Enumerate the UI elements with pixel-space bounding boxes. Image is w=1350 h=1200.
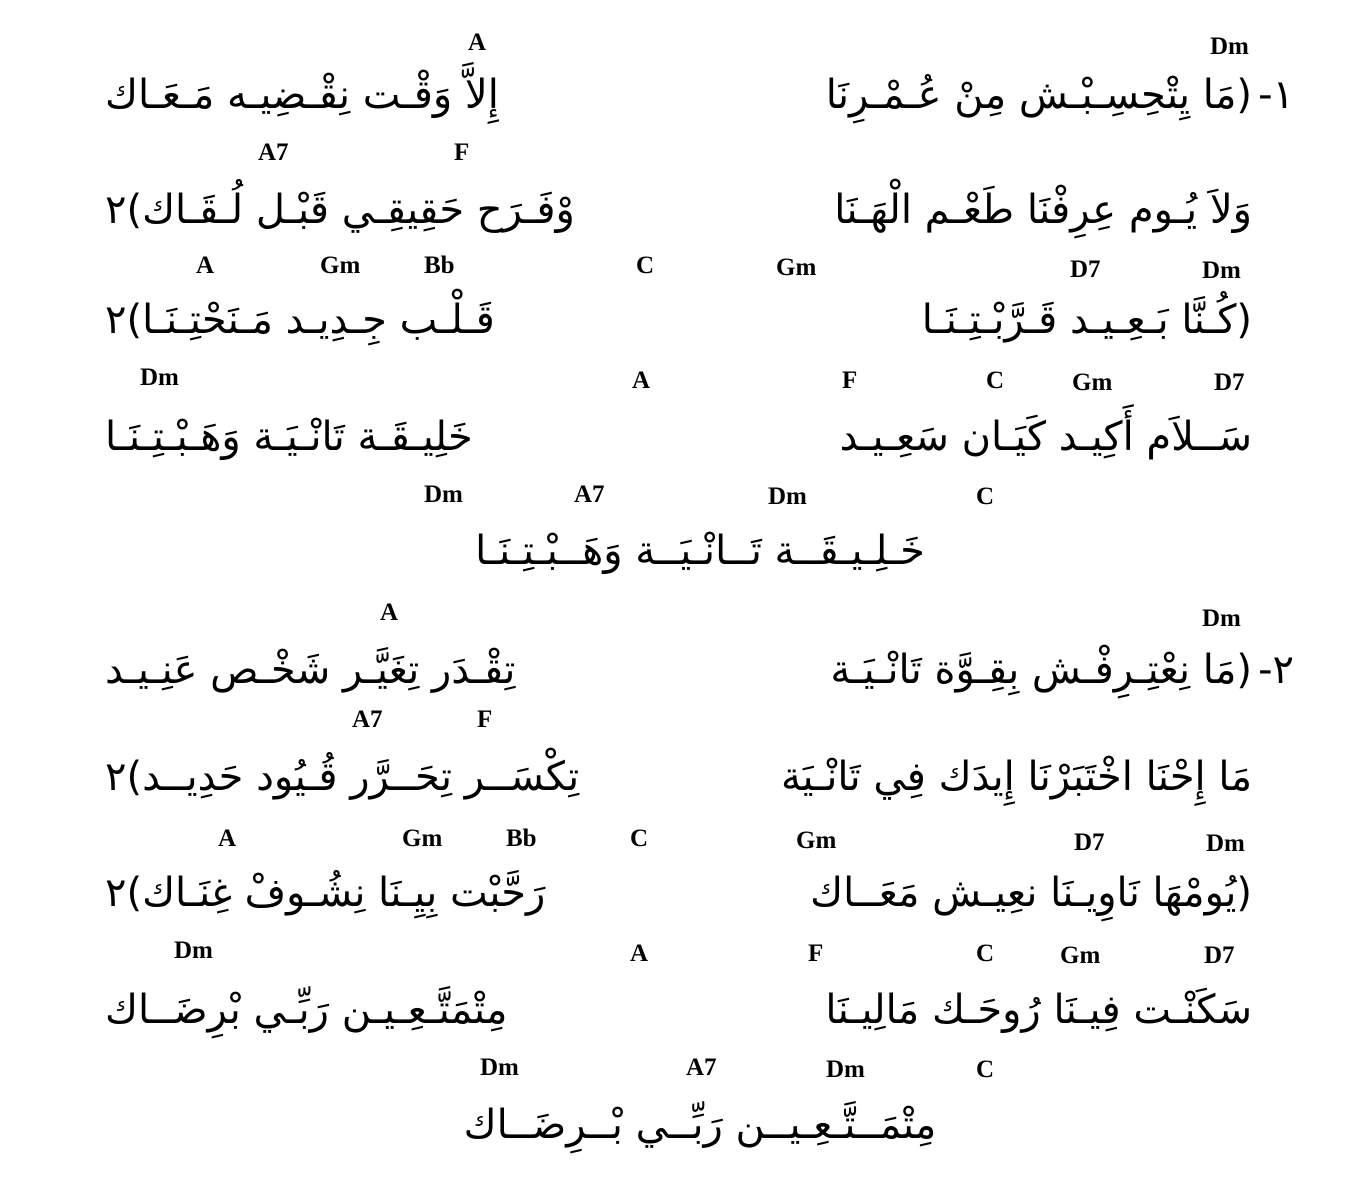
chord: Dm [1206, 830, 1245, 857]
chord: Dm [1210, 33, 1249, 60]
lyric-right: (كُـنَّا بَـعِـيـد قَـرَّبْـتِـنَـا [921, 297, 1252, 343]
lyric-center: مِتْمَــتَّـعِـيــن رَبِّــي بْــرِضَــاك [463, 1102, 937, 1148]
chord: Gm [1072, 369, 1113, 396]
lyric-right: سَــلاَم أَكِيـد كَيَـان سَعِـيـد [839, 414, 1252, 460]
chord: D7 [1070, 256, 1101, 283]
chord: A [380, 599, 399, 626]
chord: A [196, 252, 215, 279]
chord: A7 [352, 706, 383, 733]
stanza-number: ٢- [1258, 647, 1294, 693]
chord: C [630, 825, 649, 852]
chord: C [636, 252, 655, 279]
chord: C [976, 940, 995, 967]
chord: Gm [320, 252, 361, 279]
chord: Dm [480, 1054, 519, 1081]
chord: Dm [1202, 257, 1241, 284]
lyric-left: رَحَّبْت بِيِـنَا نِشُـوفْ غِنَـاك)٢ [105, 870, 546, 916]
chord: Gm [402, 825, 443, 852]
lyric-left: خَلِيـقَـة تَانْـيَـة وَهَـبْـتِـنَـا [105, 414, 473, 460]
chord: F [808, 940, 824, 967]
chord: Dm [174, 937, 213, 964]
chord: Gm [776, 254, 817, 281]
lyric-left: تِقْـدَر تِغَيَّـر شَخْـص عَنِـيـد [105, 647, 516, 693]
chord: A [630, 940, 649, 967]
chord: F [477, 706, 493, 733]
chord: D7 [1074, 829, 1105, 856]
chord: D7 [1214, 369, 1245, 396]
chord: Gm [1060, 942, 1101, 969]
lyric-right: (مَا يِتْحِسِـبْـش مِنْ عُـمْـرِنَا [825, 72, 1252, 118]
chord: Dm [1202, 605, 1241, 632]
chord: Dm [768, 483, 807, 510]
lyric-right: وَلاَ يُـوم عِرِفْنَا طَعْـم الْهَـنَا [834, 187, 1252, 233]
chord: A [632, 367, 651, 394]
lyric-left: قَـلْـب جِـدِيـد مَـنَحْتِـنَـا)٢ [105, 297, 495, 343]
chord: Dm [424, 481, 463, 508]
chord: F [842, 367, 858, 394]
chord: F [454, 139, 470, 166]
lyric-left: إِلاَّ وَقْـت نِقْـضِيـه مَـعَـاك [105, 72, 499, 118]
chord: Bb [424, 252, 455, 279]
chord: Bb [506, 825, 537, 852]
chord: A7 [686, 1054, 717, 1081]
stanza-number: ١- [1258, 72, 1294, 118]
chord: A [468, 29, 487, 56]
lyric-center: خَـلِـيـقَــة تَــانْـيَــة وَهَــبْـتِـنَـا [475, 528, 925, 574]
chord: A7 [574, 481, 605, 508]
chord: Dm [140, 364, 179, 391]
lyric-right: (مَا نِعْتِـرِفْـش بِقِـوَّة تَانْـيَـة [830, 647, 1252, 693]
lyric-left: تِكْسَــر تِحَــرَّر قُـيُود حَدِيــد)٢ [105, 754, 580, 800]
chord: Dm [826, 1056, 865, 1083]
chord: Gm [796, 827, 837, 854]
lyric-right: (يُومْهَا نَاوِيـنَا نعِيـش مَعَــاك [810, 870, 1252, 916]
chord: C [976, 1056, 995, 1083]
chord: A7 [258, 139, 289, 166]
lyric-right: مَا إِحْنَا اخْتَبَرْنَا إِيدَك فِي تَانْـيَة [780, 754, 1252, 800]
lyric-left: وْفَـرَح حَقِيقِـي قَبْـل لُـقَـاك)٢ [105, 187, 575, 233]
lyric-left: مِتْمَتَّـعِـيـن رَبِّـي بْرِضَــاك [105, 987, 508, 1033]
chord: C [986, 367, 1005, 394]
chord: D7 [1204, 942, 1235, 969]
chord: C [976, 483, 995, 510]
lyric-right: سَكَنْـت فِيـنَا رُوحَـك مَالِيـنَا [825, 987, 1252, 1033]
chord: A [218, 825, 237, 852]
